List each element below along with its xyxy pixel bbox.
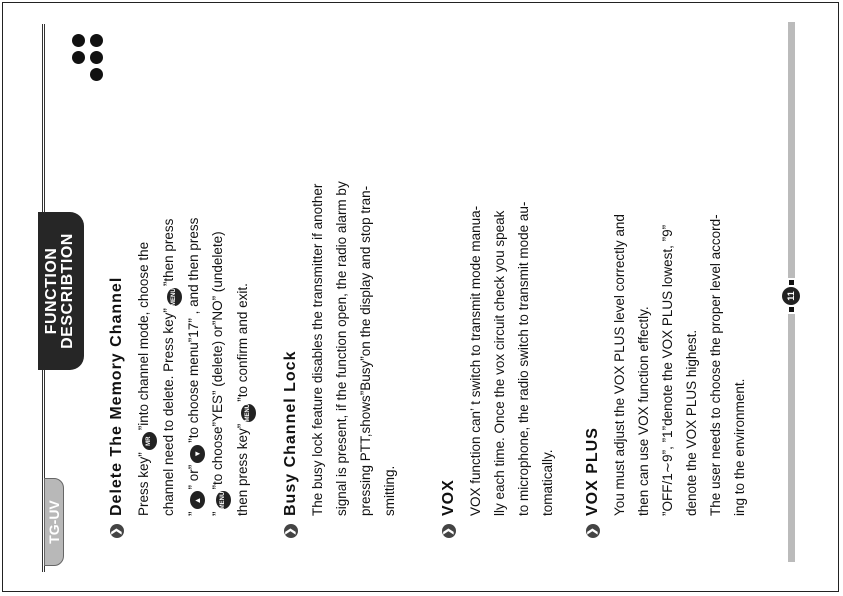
decorative-dots bbox=[64, 21, 106, 81]
chevron-right-icon: ❯ bbox=[110, 524, 124, 538]
square-icon bbox=[789, 307, 794, 312]
section-vox bbox=[440, 24, 560, 536]
header-title-line2: DESCRIBTION bbox=[59, 233, 76, 349]
section-body: Press key”MR”into channel mode, choose the channel need to delete. Press key”MENU”then press ”▲” or”▼”to choose menu”17” , and then press ”MENU”to choose”YES” (delete) or”NO” (undelete) then press key”MENU”to confirm and exit. bbox=[132, 24, 256, 516]
chevron-right-icon: ❯ bbox=[442, 524, 456, 538]
down-key-icon: ▼ bbox=[190, 445, 205, 463]
up-key-icon: ▲ bbox=[190, 492, 205, 510]
dot-icon bbox=[90, 68, 103, 81]
page-number: 11 bbox=[782, 287, 800, 305]
section-title: VOX PLUS bbox=[584, 427, 601, 516]
dot-icon bbox=[72, 34, 85, 47]
header-title-line1: FUNCTION bbox=[43, 247, 60, 335]
page-number-badge bbox=[780, 278, 802, 314]
mr-key-icon: MR bbox=[142, 432, 157, 450]
square-icon bbox=[789, 280, 794, 285]
dot-icon bbox=[90, 34, 103, 47]
section-title: Busy Channel Lock bbox=[282, 350, 299, 516]
section-busy-channel-lock bbox=[282, 24, 402, 536]
dot-icon bbox=[90, 51, 103, 64]
chevron-right-icon: ❯ bbox=[586, 524, 600, 538]
section-delete-memory-channel bbox=[108, 24, 256, 536]
section-title: Delete The Memory Channel bbox=[108, 276, 125, 516]
menu-key-icon: MENU bbox=[241, 404, 256, 422]
menu-key-icon: MENU bbox=[167, 288, 182, 306]
section-body: VOX function can’ t switch to transmit mode manua- lly each time. Once the vox circuit check you speak to microphone, the radio switch to transmit mode au- tomatically. bbox=[468, 201, 555, 516]
menu-key-icon: MENU bbox=[216, 492, 231, 510]
section-body: The busy lock feature disables the transmitter if another signal is present, if the function open, the radio alarm by pressing PTT,shows”Busy”on the display and stop tran- smitting. bbox=[310, 181, 397, 516]
dot-icon bbox=[72, 51, 85, 64]
section-body: You must adjust the VOX PLUS level correctly and then can use VOX function effectly. ”OFF/1∼9”, ”1”denote the VOX PLUS lowest, ”9” denote the VOX PLUS highest. The user needs to choose the proper level accord- ing to the environment. bbox=[612, 214, 747, 516]
section-vox-plus bbox=[584, 24, 752, 536]
section-title: VOX bbox=[440, 479, 457, 516]
model-tab: TG-UV bbox=[44, 478, 64, 566]
chevron-right-icon: ❯ bbox=[284, 524, 298, 538]
header-title bbox=[38, 212, 84, 370]
